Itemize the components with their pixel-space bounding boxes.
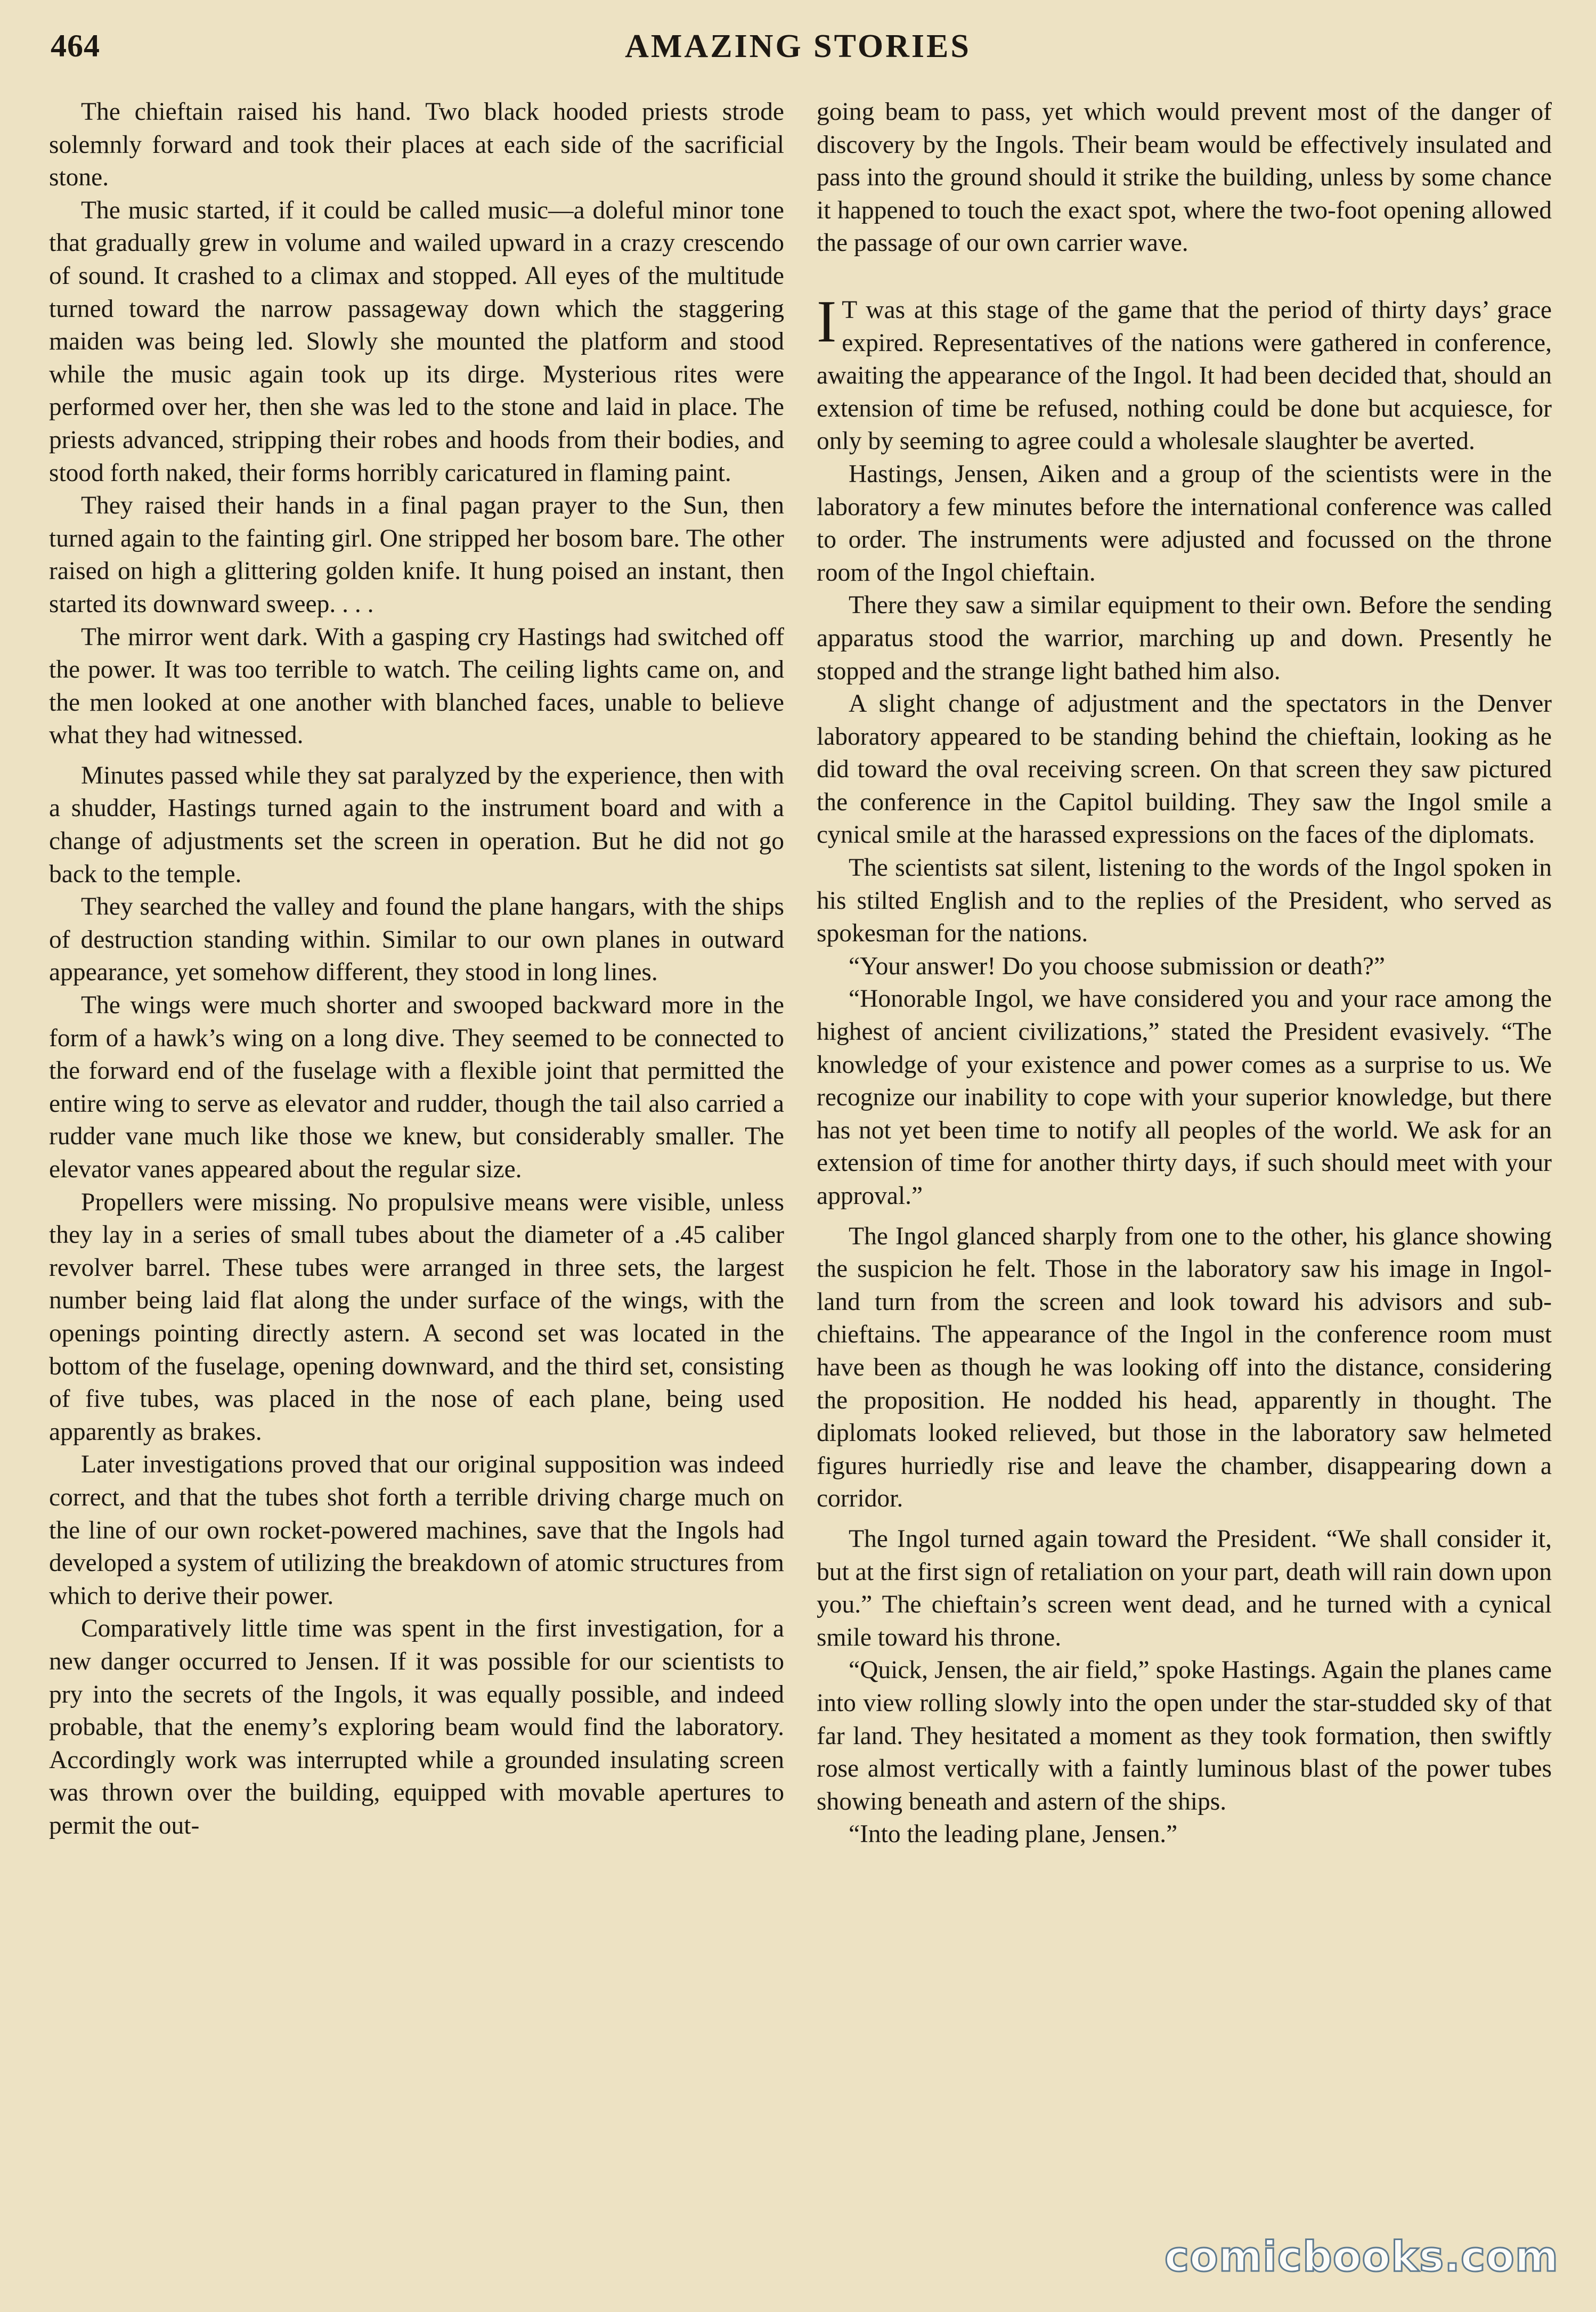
paragraph: The music started, if it could be called music—a doleful minor tone that gradually grew in volume and wailed upward in a crazy crescendo of sound. It crashed to a climax and stopped. All eyes of the multitude turned toward the narrow passageway down which the staggering maiden was being led. Slowly she mounted the platform and stood while the music again took up its dirge. Mysterious rites were performed over her, then she was led to the stone and laid in place. The priests advanced, stripping their robes and hoods from their bodies, and stood forth naked, their forms horribly caricatured in flaming paint. bbox=[49, 196, 784, 487]
paragraph: There they saw a similar equipment to their own. Before the sending apparatus stood the warrior, marching up and down. Presently he stopped and the strange light bathed him also. bbox=[817, 591, 1552, 685]
right-column bbox=[817, 96, 1552, 2285]
magazine-title: AMAZING STORIES bbox=[625, 28, 971, 64]
page-number: 464 bbox=[51, 28, 100, 63]
paragraph: Comparatively little time was spent in the first investigation, for a new danger occurred to Jensen. If it was possible for our scientists to pry into the secrets of the Ingols, it was equally possible, and indeed probable, that the enemy’s exploring beam would find the laboratory. Accordingly work was interrupted while a grounded insulating screen was thrown over the building, equipped with movable apertures to permit the out- bbox=[49, 1615, 784, 1839]
section-start-text: T was at this stage of the game that the period of thirty days’ grace expired. Representatives of the nations were gathered in conference, awaiting the appearance of the Ingol. It had been decided that, should an extension of time be refused, nothing could be done but acquiesce, for only by seeming to agree could a wholesale slaughter be averted. bbox=[817, 296, 1552, 455]
paragraph: “Honorable Ingol, we have considered you and your race among the highest of ancient civilizations,” stated the President evasively. “The knowledge of your existence and power comes as a surprise to us. We recognize our inability to cope with your superior knowledge, but there has not yet been time to notify all peoples of the world. We ask for an extension of time for another thirty days, if such should meet with your approval.” bbox=[817, 985, 1552, 1210]
section-start-paragraph bbox=[817, 288, 1552, 458]
paragraph: The scientists sat silent, listening to the words of the Ingol spoken in his stilted English and to the replies of the President, who served as spokesman for the nations. bbox=[817, 854, 1552, 948]
paragraph: Minutes passed while they sat paralyzed by the experience, then with a shudder, Hastings turned again to the instrument board and with a change of adjustments set the screen in operation. But he did not go back to the temple. bbox=[49, 761, 784, 888]
paragraph: Hastings, Jensen, Aiken and a group of the scientists were in the laboratory a few minutes before the international conference was called to order. The instruments were adjusted and focussed on the throne room of the Ingol chieftain. bbox=[817, 460, 1552, 587]
paragraph: “Your answer! Do you choose submission or death?” bbox=[849, 952, 1386, 980]
paragraph: The mirror went dark. With a gasping cry Hastings had switched off the power. It was too terrible to watch. The ceiling lights came on, and the men looked at one another with blanched faces, unable to believe what they had witnessed. bbox=[49, 623, 784, 750]
drop-cap: I bbox=[817, 288, 837, 355]
paragraph: “Into the leading plane, Jensen.” bbox=[849, 1820, 1178, 1849]
page-header bbox=[51, 28, 1545, 70]
paragraph: The Ingol turned again toward the President. “We shall consider it, but at the first sign of retaliation on your part, death will rain down upon you.” The chieftain’s screen went dead, and he turned with a cynical smile toward his throne. bbox=[817, 1525, 1552, 1651]
paragraph: A slight change of adjustment and the spectators in the Denver laboratory appeared to be standing behind the chieftain, looking as he did toward the oval receiving screen. On that screen they saw pictured the conference in the Capitol building. They saw the Ingol smile a cynical smile at the harassed expressions on the faces of the diplomats. bbox=[817, 690, 1552, 849]
paragraph: They searched the valley and found the plane hangars, with the ships of destruction standing within. Similar to our own planes in outward appearance, yet somehow different, they stood in long lines. bbox=[49, 893, 784, 987]
paragraph: The chieftain raised his hand. Two black hooded priests strode solemnly forward and took their places at each side of the sacrificial stone. bbox=[49, 98, 784, 192]
watermark: comicbooks.com bbox=[1164, 2233, 1559, 2281]
continued-paragraph: going beam to pass, yet which would prevent most of the danger of discovery by the Ingols. Their beam would be effectively insulated and pass into the ground should it strike the building, unless by some chance it happened to touch the exact spot, where the two-foot opening allowed the passage of our own carrier wave. bbox=[817, 98, 1552, 257]
paragraph: “Quick, Jensen, the air field,” spoke Hastings. Again the planes came into view rolling slowly into the open under the star-studded sky of that far land. They hesitated a moment as they took formation, then swiftly rose almost vertically with a faintly luminous blast of the power tubes showing beneath and astern of the ships. bbox=[817, 1656, 1552, 1816]
paragraph: The wings were much shorter and swooped backward more in the form of a hawk’s wing on a long dive. They seemed to be connected to the forward end of the fuselage with a flexible joint that permitted the entire wing to serve as elevator and rudder, though the tail also carried a rudder vane much like those we knew, but considerably smaller. The elevator vanes appeared about the regular size. bbox=[49, 991, 784, 1183]
paragraph: Later investigations proved that our original supposition was indeed correct, and that the tubes shot forth a terrible driving charge much on the line of our own rocket-powered machines, save that the Ingols had developed a system of utilizing the breakdown of atomic structures from which to derive their power. bbox=[49, 1451, 784, 1610]
paragraph: Propellers were missing. No propulsive means were visible, unless they lay in a series of small tubes about the diameter of a .45 caliber revolver barrel. These tubes were arranged in three sets, the largest number being laid flat along the under surface of the wings, with the openings pointing directly astern. A second set was located in the bottom of the fuselage, opening downward, and the third set, consisting of five tubes, was placed in the nose of each plane, being used apparently as brakes. bbox=[49, 1188, 784, 1446]
paragraph: The Ingol glanced sharply from one to the other, his glance showing the suspicion he felt. Those in the laboratory saw his image in Ingol-land turn from the screen and look toward his advisors and sub-chieftains. The appearance of the Ingol in the conference room must have been as though he was looking off into the distance, considering the proposition. He nodded his head, apparently in thought. The diplomats looked relieved, but those in the laboratory saw helmeted figures hurriedly rise and leave the chamber, disappearing down a corridor. bbox=[817, 1222, 1552, 1513]
paragraph: They raised their hands in a final pagan prayer to the Sun, then turned again to the fainting girl. One stripped her bosom bare. The other raised on high a glittering golden knife. It hung poised an instant, then started its downward sweep. . . . bbox=[49, 492, 784, 618]
left-column bbox=[49, 96, 784, 2285]
